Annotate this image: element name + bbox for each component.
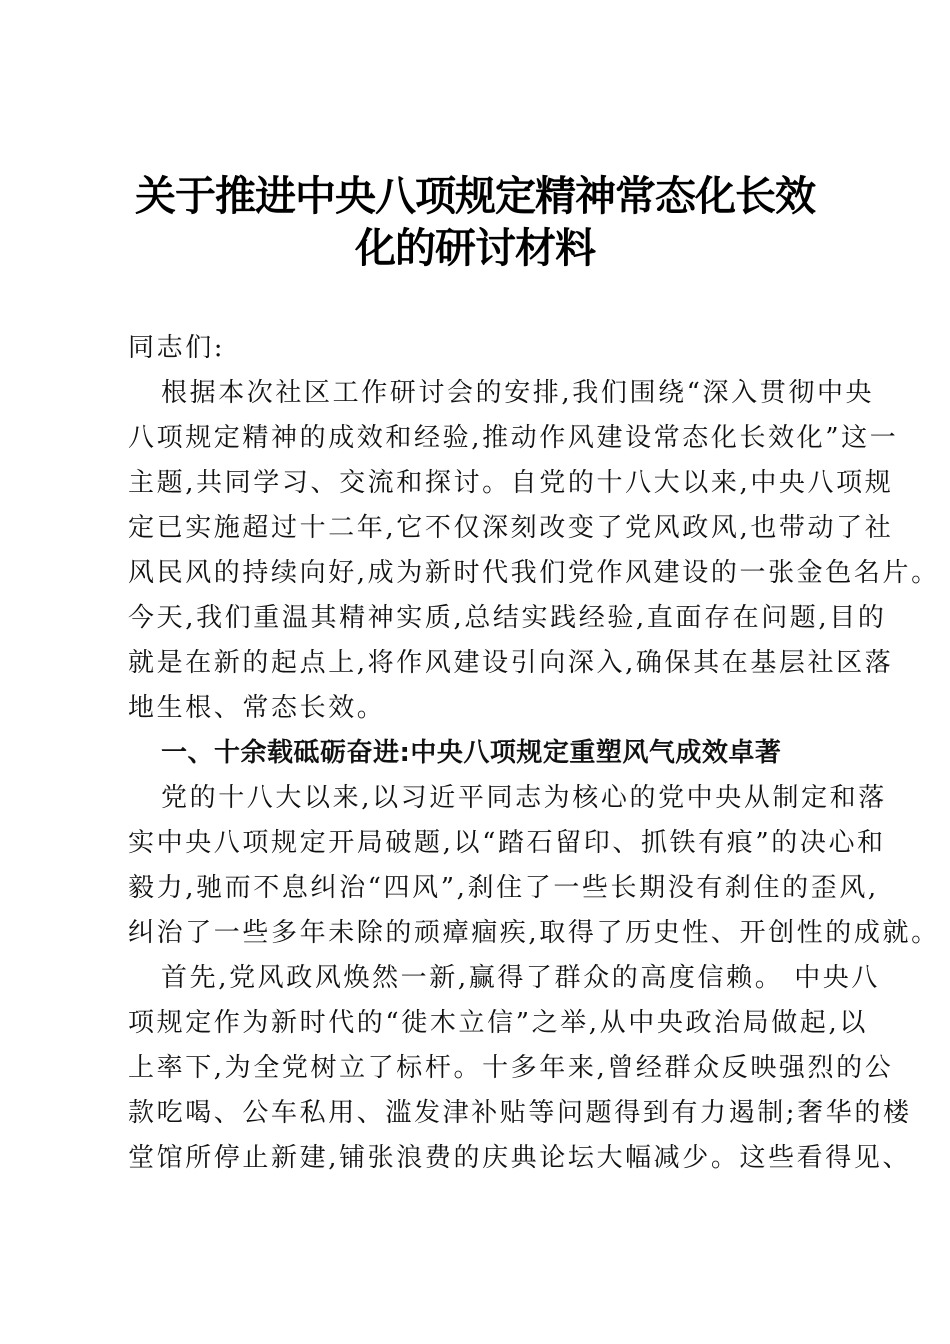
text-line: 风民风的持续向好,成为新时代我们党作风建设的一张金色名片。 [128, 558, 940, 588]
text-line: 毅力,驰而不息纠治“四风”,刹住了一些长期没有刹住的歪风, [128, 873, 879, 903]
title-line-2: 化的研讨材料 [355, 224, 595, 272]
text-line: 上率下,为全党树立了标杆。十多年来,曾经群众反映强烈的公 [128, 1053, 894, 1083]
document-body [128, 326, 940, 1181]
text-line: 纠治了一些多年未除的顽瘴痼疾,取得了历史性、开创性的成就。 [128, 918, 940, 948]
paragraph-first-point [128, 956, 912, 1181]
text-line: 八项规定精神的成效和经验,推动作风建设常态化长效化”这一 [128, 423, 899, 453]
paragraph-intro [128, 371, 940, 731]
text-line: 堂馆所停止新建,铺张浪费的庆典论坛大幅减少。这些看得见、 [128, 1143, 912, 1173]
text-line: 地生根、常态长效。 [128, 693, 386, 723]
salutation: 同志们: [128, 333, 226, 363]
text-line: 首先,党风政风焕然一新,赢得了群众的高度信赖。 中央八 [161, 963, 880, 993]
paragraph-achievements [128, 776, 940, 956]
text-line: 就是在新的起点上,将作风建设引向深入,确保其在基层社区落 [128, 648, 894, 678]
text-line: 项规定作为新时代的“徙木立信”之举,从中央政治局做起,以 [128, 1008, 868, 1038]
text-line: 款吃喝、公车私用、滥发津补贴等问题得到有力遏制;奢华的楼 [128, 1098, 912, 1128]
title-line-1: 关于推进中央八项规定精神常态化长效 [135, 172, 815, 220]
text-line: 定已实施超过十二年,它不仅深刻改变了党风政风,也带动了社 [128, 513, 894, 543]
document-title [100, 170, 850, 274]
section-heading-1: 一、十余载砥砺奋进:中央八项规定重塑风气成效卓著 [161, 738, 782, 768]
text-line: 今天,我们重温其精神实质,总结实践经验,直面存在问题,目的 [128, 603, 887, 633]
text-line: 实中央八项规定开局破题,以“踏石留印、抓铁有痕”的决心和 [128, 828, 886, 858]
text-line: 根据本次社区工作研讨会的安排,我们围绕“深入贯彻中央 [161, 378, 875, 408]
text-line: 主题,共同学习、交流和探讨。自党的十八大以来,中央八项规 [128, 468, 894, 498]
text-line: 党的十八大以来,以习近平同志为核心的党中央从制定和落 [161, 783, 887, 813]
